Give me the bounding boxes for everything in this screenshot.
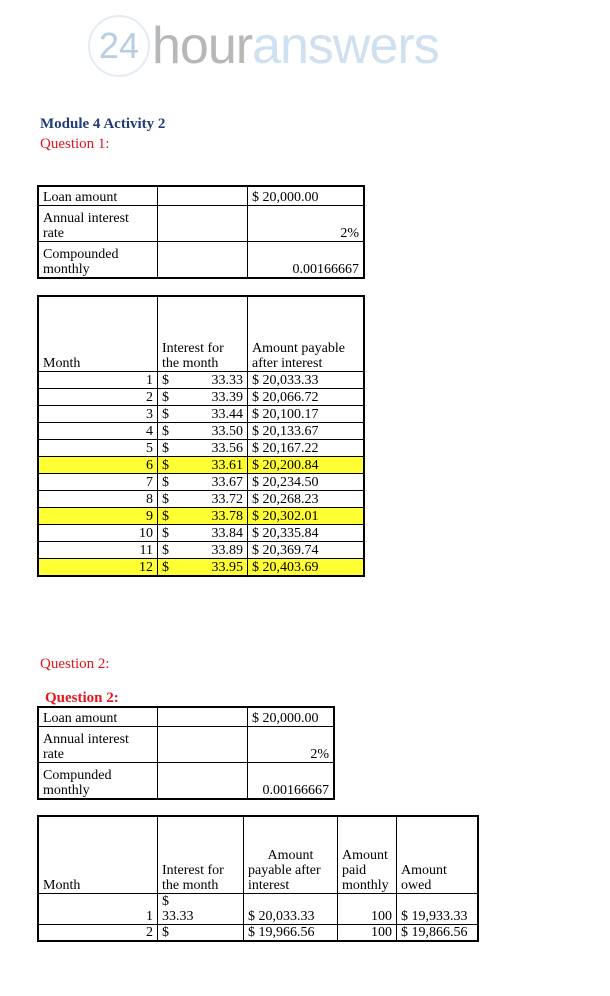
cell-interest: $ xyxy=(158,925,244,941)
table-row xyxy=(39,440,364,457)
cell-month: 8 xyxy=(39,491,158,508)
cell-month: 7 xyxy=(39,474,158,491)
cell-interest: $ 33.39 xyxy=(158,389,248,406)
table-row xyxy=(39,457,364,474)
cell-interest: $ 33.78 xyxy=(158,508,248,525)
cell-interest: $ 33.44 xyxy=(158,406,248,423)
question-2-bold-heading: Question 2: xyxy=(45,690,119,706)
cell-month: 2 xyxy=(39,389,158,406)
cell-month: 11 xyxy=(39,542,158,559)
table-row xyxy=(39,894,478,925)
q1-rows xyxy=(39,372,364,576)
table-row xyxy=(39,389,364,406)
param-value: 0.00166667 xyxy=(248,763,334,799)
table-row xyxy=(39,491,364,508)
header-month: Month xyxy=(39,817,158,894)
header-amount: Amount payable after interest xyxy=(248,297,364,372)
q1-params-table xyxy=(38,186,364,278)
q2-params-table xyxy=(38,707,334,799)
q2-schedule-table xyxy=(38,816,478,941)
table-row xyxy=(39,542,364,559)
table-row xyxy=(39,525,364,542)
table-row xyxy=(39,925,478,941)
table-row xyxy=(39,474,364,491)
cell-month: 5 xyxy=(39,440,158,457)
param-label: Annual interest rate xyxy=(39,206,158,242)
logo-text-answers: answers xyxy=(252,17,439,75)
question-2-heading: Question 2: xyxy=(40,656,110,672)
param-value: 0.00166667 xyxy=(248,242,364,278)
cell-amount: $ 19,966.56 xyxy=(244,925,338,941)
cell-interest: $ 33.33 xyxy=(158,894,244,925)
question-1-heading: Question 1: xyxy=(40,136,110,152)
cell-owed: $ 19,866.56 xyxy=(397,925,478,941)
table-row xyxy=(39,423,364,440)
table-row xyxy=(39,372,364,389)
header-owed: Amount owed xyxy=(397,817,478,894)
cell-amount: $ 20,033.33 xyxy=(248,372,364,389)
cell-interest: $ 33.56 xyxy=(158,440,248,457)
cell-interest: $ 33.84 xyxy=(158,525,248,542)
cell-month: 2 xyxy=(39,925,158,941)
param-label: Compunded monthly xyxy=(39,763,158,799)
cell-amount: $ 20,335.84 xyxy=(248,525,364,542)
header-amount: Amount payable after interest xyxy=(244,817,338,894)
cell-amount: $ 20,200.84 xyxy=(248,457,364,474)
header-paid: Amount paid monthly xyxy=(338,817,397,894)
logo xyxy=(88,14,439,78)
cell-interest: $ 33.72 xyxy=(158,491,248,508)
header-interest: Interest for the month xyxy=(158,817,244,894)
param-value: $ 20,000.00 xyxy=(248,187,364,206)
cell-interest: $ 33.50 xyxy=(158,423,248,440)
cell-amount: $ 20,066.72 xyxy=(248,389,364,406)
cell-amount: $ 20,302.01 xyxy=(248,508,364,525)
table-row xyxy=(39,406,364,423)
cell-interest: $ 33.89 xyxy=(158,542,248,559)
cell-amount: $ 20,369.74 xyxy=(248,542,364,559)
module-title: Module 4 Activity 2 xyxy=(40,116,166,132)
param-value: $ 20,000.00 xyxy=(248,708,334,727)
param-label: Loan amount xyxy=(39,708,158,727)
cell-month: 4 xyxy=(39,423,158,440)
param-value: 2% xyxy=(248,727,334,763)
cell-month: 6 xyxy=(39,457,158,474)
logo-circle: 24 xyxy=(88,15,150,77)
cell-amount: $ 20,268.23 xyxy=(248,491,364,508)
cell-month: 10 xyxy=(39,525,158,542)
cell-owed: $ 19,933.33 xyxy=(397,894,478,925)
q2-rows xyxy=(39,894,478,941)
cell-amount: $ 20,133.67 xyxy=(248,423,364,440)
cell-paid: 100 xyxy=(338,894,397,925)
cell-month: 12 xyxy=(39,559,158,576)
cell-month: 3 xyxy=(39,406,158,423)
cell-month: 9 xyxy=(39,508,158,525)
cell-interest: $ 33.33 xyxy=(158,372,248,389)
cell-month: 1 xyxy=(39,372,158,389)
q1-schedule-table xyxy=(38,296,364,576)
logo-text-hour: hour xyxy=(152,17,253,75)
cell-amount: $ 20,033.33 xyxy=(244,894,338,925)
cell-interest: $ 33.95 xyxy=(158,559,248,576)
param-label: Compounded monthly xyxy=(39,242,158,278)
cell-interest: $ 33.61 xyxy=(158,457,248,474)
cell-interest: $ 33.67 xyxy=(158,474,248,491)
param-value: 2% xyxy=(248,206,364,242)
header-month: Month xyxy=(39,297,158,372)
header-interest: Interest for the month xyxy=(158,297,248,372)
cell-amount: $ 20,167.22 xyxy=(248,440,364,457)
cell-amount: $ 20,234.50 xyxy=(248,474,364,491)
cell-paid: 100 xyxy=(338,925,397,941)
cell-amount: $ 20,100.17 xyxy=(248,406,364,423)
param-label: Loan amount xyxy=(39,187,158,206)
table-row xyxy=(39,559,364,576)
table-row xyxy=(39,508,364,525)
cell-amount: $ 20,403.69 xyxy=(248,559,364,576)
cell-month: 1 xyxy=(39,894,158,925)
param-label: Annual interest rate xyxy=(39,727,158,763)
